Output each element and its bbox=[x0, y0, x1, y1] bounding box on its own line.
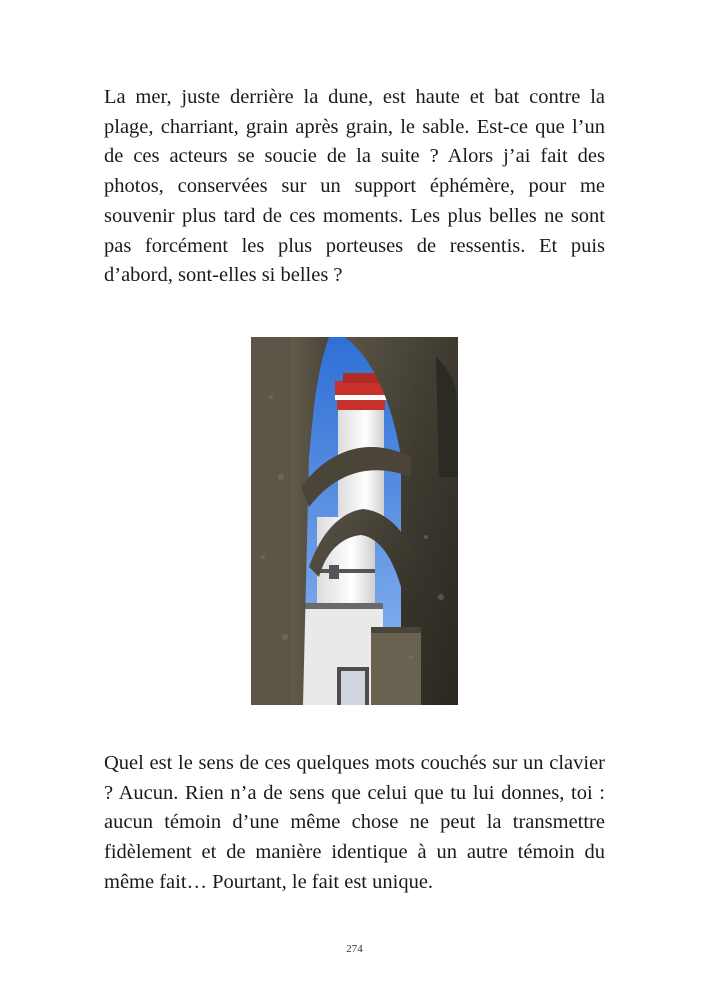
page-number: 274 bbox=[346, 943, 363, 955]
lighthouse-through-ruined-arches-photo bbox=[251, 337, 458, 705]
body-paragraph-1: La mer, juste derrière la dune, est haute et bat contre la plage, charriant, grain après grain, le sable. Est-ce que l’un de ces acteurs se soucie de la suite ? Alors j’ai fait des photos, conservées sur un support éphémère, pour me souvenir plus tard de ces moments. Les plus belles ne sont pas forcément les plus porteuses de ressentis. Et puis d’abord, sont-elles si belles ? bbox=[104, 86, 605, 287]
photo-illustration bbox=[251, 337, 458, 705]
body-paragraph-2: Quel est le sens de ces quelques mots couchés sur un clavier ? Aucun. Rien n’a de sens que celui que tu lui donnes, toi : aucun témoin d’une même chose ne peut la transmettre fidèlement et de manière identique à un autre témoin du même fait… Pourtant, le fait est unique. bbox=[104, 752, 605, 893]
